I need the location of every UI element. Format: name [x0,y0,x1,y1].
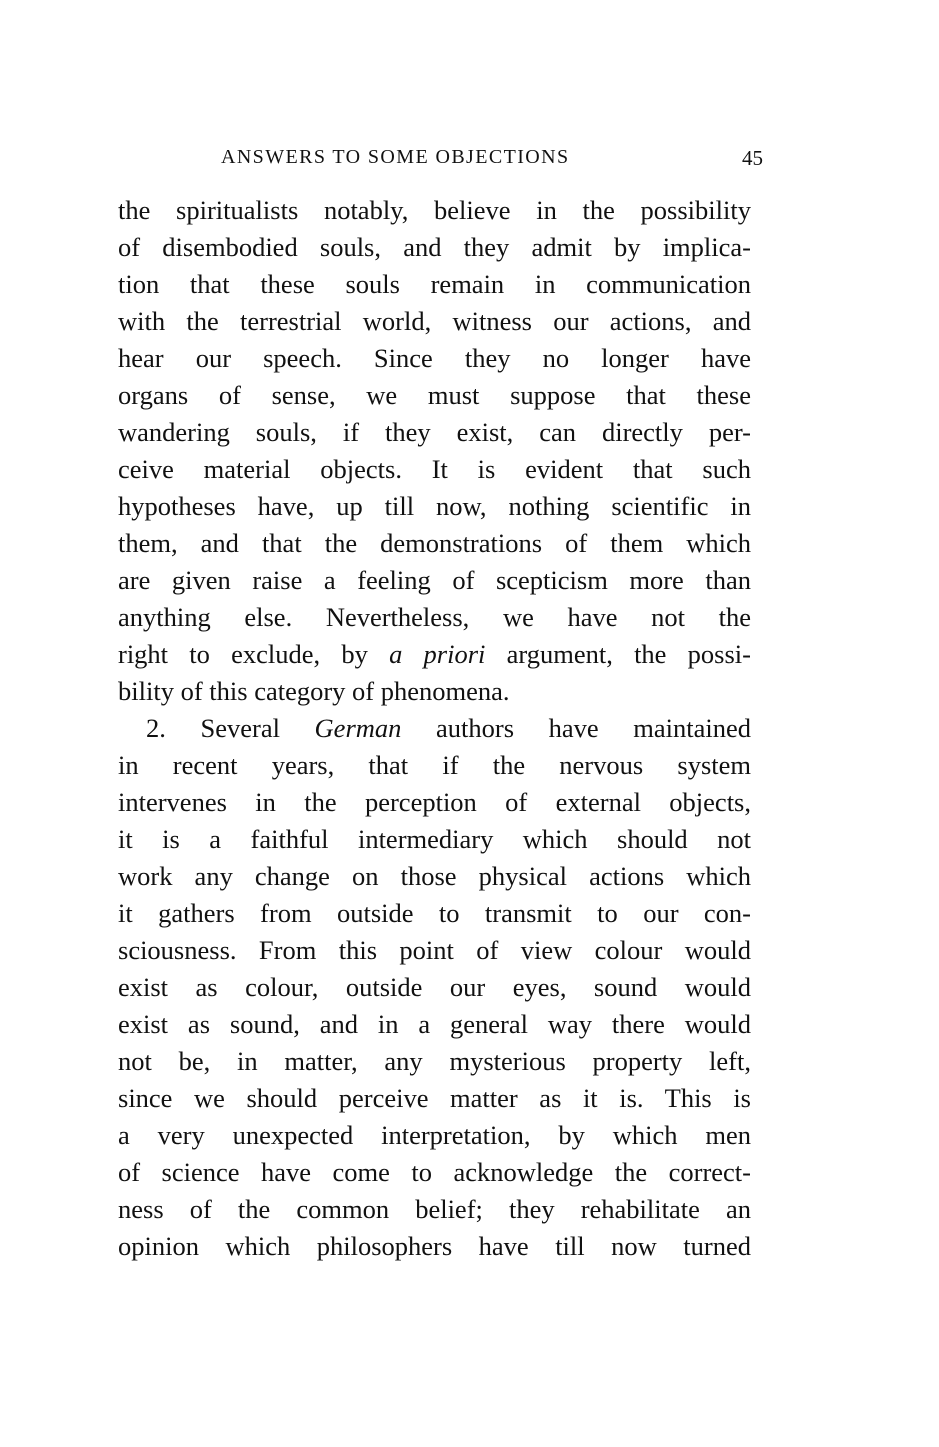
text-line: it is a faithful intermediary which should not [118,824,751,854]
text-line: are given raise a feeling of scepticism more than [118,565,751,595]
text-segment: argument, the possi- [485,639,751,669]
text-line: it gathers from outside to transmit to our con- [118,898,751,928]
text-line: exist as sound, and in a general way there would [118,1009,751,1039]
text-segment: right to exclude, by [118,639,390,669]
paragraph-start-line [118,710,751,747]
text-line: not be, in matter, any mysterious property left, [118,1046,751,1076]
text-line: since we should perceive matter as it is. This is [118,1083,751,1113]
running-head [221,146,763,176]
body-text [118,192,751,1265]
text-line: hypotheses have, up till now, nothing scientific in [118,491,751,521]
text-line: intervenes in the perception of external objects, [118,787,751,817]
italic-phrase: a priori [389,639,486,669]
text-line: ness of the common belief; they rehabilitate an [118,1194,751,1224]
text-line: the spiritualists notably, believe in the possibility [118,195,751,225]
text-line: in recent years, that if the nervous system [118,750,751,780]
text-line: opinion which philosophers have till now turned [118,1231,751,1261]
text-line: work any change on those physical actions which [118,861,751,891]
text-line: a very unexpected interpretation, by which men [118,1120,751,1150]
text-line: exist as colour, outside our eyes, sound would [118,972,751,1002]
text-line: hear our speech. Since they no longer have [118,343,751,373]
text-line: sciousness. From this point of view colour would [118,935,751,965]
text-line: anything else. Nevertheless, we have not the [118,602,751,632]
text-line: them, and that the demonstrations of them which [118,528,751,558]
text-segment: 2. Several [146,713,315,743]
text-line: organs of sense, we must suppose that these [118,380,751,410]
text-line: ceive material objects. It is evident that such [118,454,751,484]
text-line: with the terrestrial world, witness our actions, and [118,306,751,336]
paragraph-end-line: bility of this category of phenomena. [118,676,510,706]
text-line: tion that these souls remain in communication [118,269,751,299]
page-number: 45 [742,146,763,170]
italic-phrase: German [314,713,402,743]
text-line: of science have come to acknowledge the correct- [118,1157,751,1187]
running-title: ANSWERS TO SOME OBJECTIONS [221,146,570,168]
text-line: of disembodied souls, and they admit by implica- [118,232,751,262]
text-line: wandering souls, if they exist, can directly per- [118,417,751,447]
text-segment: authors have maintained [401,713,751,743]
text-line [118,636,751,673]
